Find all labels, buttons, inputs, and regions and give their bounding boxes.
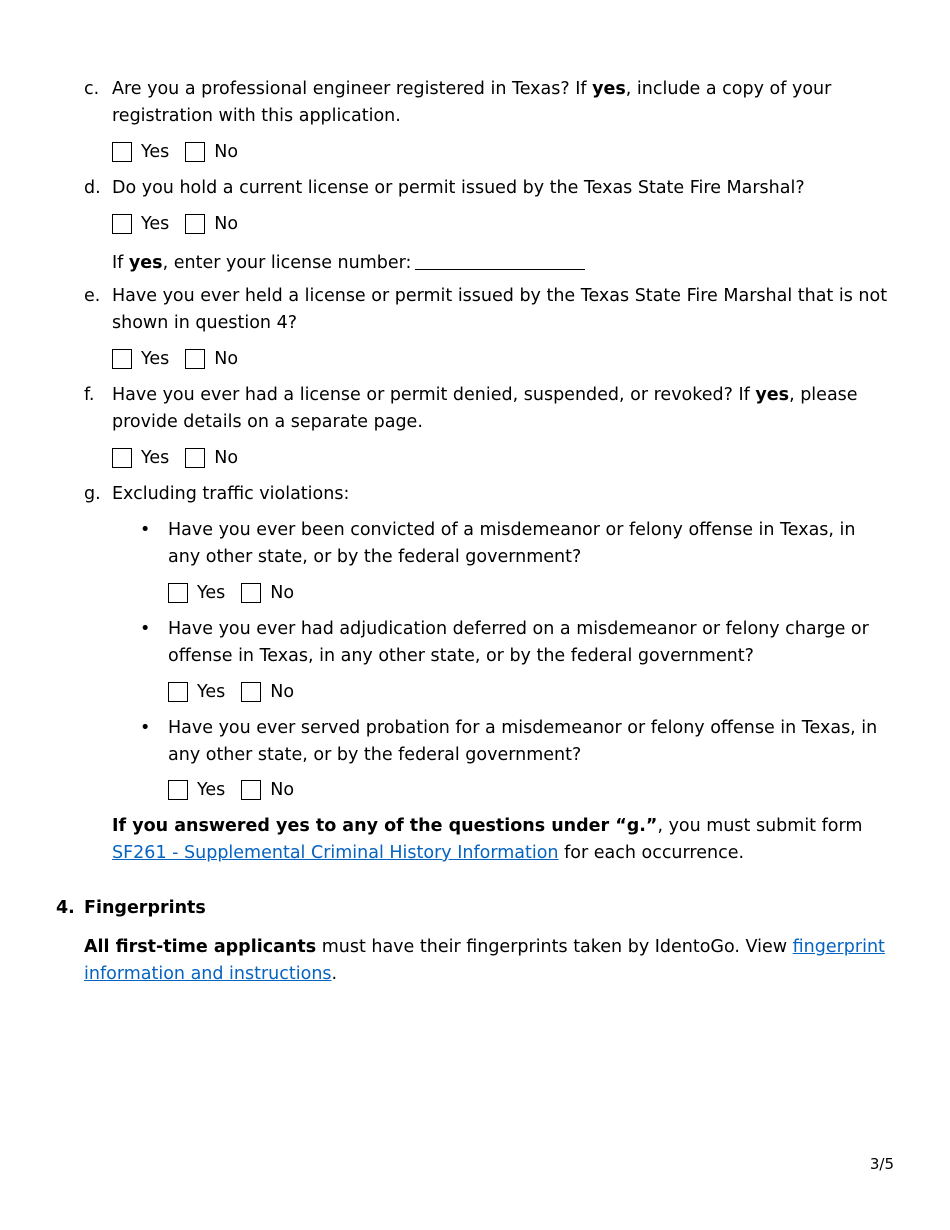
question-c-letter: c. — [84, 79, 100, 99]
license-number-field[interactable] — [415, 249, 585, 270]
question-g-bullet-1-text: Have you ever been convicted of a misdemeanor or felony offense in Texas, in any other state, or by the federal government? — [168, 520, 856, 567]
question-g3-yes-label: Yes — [197, 780, 226, 800]
bullet-icon: • — [140, 718, 151, 738]
question-c-yes-checkbox[interactable] — [112, 142, 132, 162]
question-g2-yes-label: Yes — [197, 682, 226, 702]
question-g1-yes-label: Yes — [197, 583, 226, 603]
question-g3-no-label: No — [270, 780, 295, 800]
question-g-bullet-3 — [140, 715, 892, 769]
question-g-bullet-1 — [140, 517, 892, 571]
question-g1-yes-checkbox[interactable] — [168, 583, 188, 603]
question-f — [84, 382, 892, 436]
question-d-yes-label: Yes — [141, 214, 170, 234]
question-f-options — [112, 446, 254, 470]
question-g3-no-checkbox[interactable] — [241, 780, 261, 800]
question-f-no-checkbox[interactable] — [185, 448, 205, 468]
bullet-icon: • — [140, 619, 151, 639]
question-g-bullet-3-text: Have you ever served probation for a misdemeanor or felony offense in Texas, in any other state, or by the federal government? — [168, 718, 878, 765]
question-f-no-label: No — [214, 448, 239, 468]
question-g-text: Excluding traffic violations: — [112, 484, 350, 504]
bullet-icon: • — [140, 520, 151, 540]
question-e-text: Have you ever held a license or permit issued by the Texas State Fire Marshal that is not shown in question 4? — [112, 286, 888, 333]
question-d-letter: d. — [84, 178, 101, 198]
question-g-letter: g. — [84, 484, 101, 504]
question-e-no-checkbox[interactable] — [185, 349, 205, 369]
question-e-options — [112, 347, 254, 371]
question-d-text: Do you hold a current license or permit issued by the Texas State Fire Marshal? — [112, 178, 805, 198]
question-g2-yes-checkbox[interactable] — [168, 682, 188, 702]
question-g3-yes-checkbox[interactable] — [168, 780, 188, 800]
question-e-no-label: No — [214, 349, 239, 369]
question-c-text: Are you a professional engineer registered in Texas? If yes, include a copy of your registration with this application. — [112, 79, 832, 126]
question-g1-no-label: No — [270, 583, 295, 603]
question-c — [84, 76, 892, 130]
question-g-bullet-2-options — [168, 680, 310, 704]
section-4-paragraph: All first-time applicants must have their fingerprints taken by IdentoGo. View fingerprint information and instructions. — [84, 937, 885, 984]
question-g2-no-label: No — [270, 682, 295, 702]
question-g2-no-checkbox[interactable] — [241, 682, 261, 702]
section-4-heading — [56, 895, 892, 922]
question-d-no-label: No — [214, 214, 239, 234]
section-4-title: Fingerprints — [84, 898, 206, 918]
question-f-letter: f. — [84, 385, 95, 405]
section-4-number: 4. — [56, 898, 75, 918]
question-g — [84, 481, 892, 508]
question-e-letter: e. — [84, 286, 101, 306]
question-e-yes-label: Yes — [141, 349, 170, 369]
question-d — [84, 175, 892, 202]
question-d-yes-checkbox[interactable] — [112, 214, 132, 234]
fingerprint-info-link[interactable]: fingerprint information and instructions — [84, 937, 885, 984]
question-g1-no-checkbox[interactable] — [241, 583, 261, 603]
question-e-yes-checkbox[interactable] — [112, 349, 132, 369]
page-number: 3/5 — [869, 1155, 894, 1173]
question-f-yes-checkbox[interactable] — [112, 448, 132, 468]
question-d-options — [112, 212, 254, 236]
question-g-bullet-2-text: Have you ever had adjudication deferred on a misdemeanor or felony charge or offense in Texas, in any other state, or by the federal government? — [168, 619, 869, 666]
question-g-note: If you answered yes to any of the questions under “g.”, you must submit form SF261 - Supplemental Criminal History Information for each occurrence. — [112, 816, 863, 863]
question-c-no-label: No — [214, 142, 239, 162]
license-number-row: If yes, enter your license number: — [112, 247, 585, 277]
question-e — [84, 283, 892, 337]
sf261-form-link[interactable]: SF261 - Supplemental Criminal History Information — [112, 843, 559, 863]
question-g-bullet-2 — [140, 616, 892, 670]
question-g-bullet-1-options — [168, 581, 310, 605]
question-d-no-checkbox[interactable] — [185, 214, 205, 234]
question-c-no-checkbox[interactable] — [185, 142, 205, 162]
question-g-bullet-3-options — [168, 778, 310, 802]
question-f-text: Have you ever had a license or permit denied, suspended, or revoked? If yes, please provide details on a separate page. — [112, 385, 858, 432]
question-f-yes-label: Yes — [141, 448, 170, 468]
question-c-options — [112, 140, 254, 164]
question-c-yes-label: Yes — [141, 142, 170, 162]
